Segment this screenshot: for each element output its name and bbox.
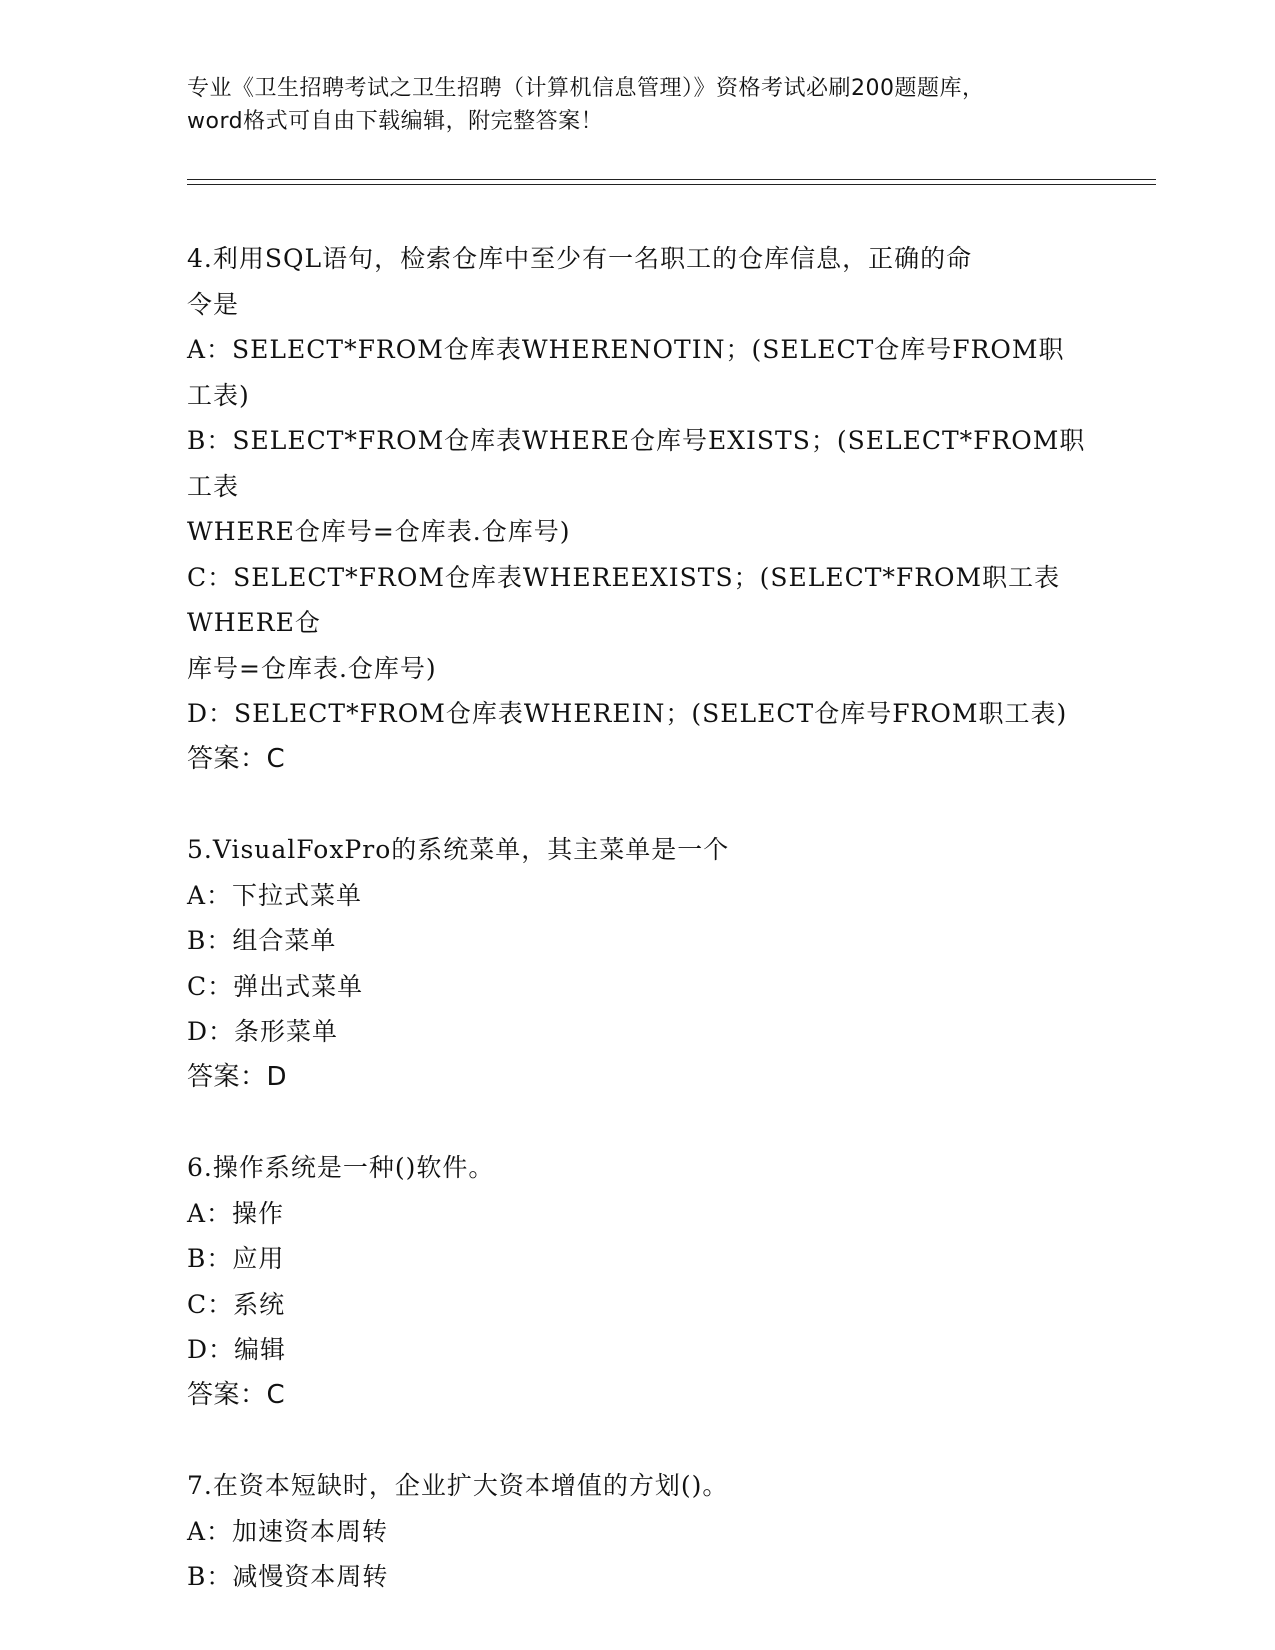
question-6-text: 6.操作系统是一种()软件。 — [187, 1153, 495, 1182]
question-list — [187, 236, 1087, 1645]
question-7-text: 7.在资本短缺时，企业扩大资本增值的方划()。 — [187, 1471, 729, 1500]
header-divider-bottom — [187, 184, 1156, 185]
question-5-text: 5.VisualFoxPro的系统菜单，其主菜单是一个 — [187, 835, 730, 864]
question-4-text-line-2: 令是 — [187, 289, 240, 319]
question-7 — [187, 1463, 1087, 1600]
question-6-answer: 答案：C — [187, 1379, 286, 1410]
question-4-option-d: D：SELECT*FROM仓库表WHEREIN；(SELECT仓库号FROM职工表) — [187, 699, 1068, 728]
question-6-option-b: B：应用 — [187, 1244, 285, 1273]
question-4-option-b-line-2: WHERE仓库号=仓库表.仓库号) — [187, 517, 571, 546]
question-5-option-d: D：条形菜单 — [187, 1017, 339, 1046]
question-6-option-d: D：编辑 — [187, 1335, 287, 1364]
question-4-answer: 答案：C — [187, 743, 286, 774]
header-divider-top — [187, 179, 1156, 180]
question-7-option-b: B：减慢资本周转 — [187, 1562, 389, 1591]
question-6-option-a: A：操作 — [187, 1198, 285, 1228]
question-4-option-a: A：SELECT*FROM仓库表WHERENOTIN；(SELECT仓库号FROM职工表) — [187, 335, 1065, 410]
question-7-option-a: A：加速资本周转 — [187, 1516, 389, 1546]
question-6 — [187, 1145, 1087, 1418]
document-header — [187, 72, 1087, 138]
question-4-option-c-line-2: 库号=仓库表.仓库号) — [187, 653, 437, 683]
question-5-option-b: B：组合菜单 — [187, 926, 337, 955]
question-4-text-line-1: 4.利用SQL语句，检索仓库中至少有一名职工的仓库信息，正确的命 — [187, 244, 973, 273]
question-5-option-c: C：弹出式菜单 — [187, 971, 364, 1001]
question-4 — [187, 236, 1087, 782]
question-5 — [187, 827, 1087, 1100]
header-title-line-2: word格式可自由下载编辑，附完整答案！ — [187, 109, 604, 134]
question-6-option-c: C：系统 — [187, 1289, 286, 1319]
question-4-option-b-line-1: B：SELECT*FROM仓库表WHERE仓库号EXISTS；(SELECT*FROM职工表 — [187, 426, 1086, 501]
header-title-line-1: 专业《卫生招聘考试之卫生招聘（计算机信息管理）》资格考试必刷200题题库， — [187, 76, 985, 101]
question-4-option-c-line-1: C：SELECT*FROM仓库表WHEREEXISTS；(SELECT*FROM职工表WHERE仓 — [187, 562, 1061, 637]
question-5-option-a: A：下拉式菜单 — [187, 880, 363, 910]
question-5-answer: 答案：D — [187, 1061, 288, 1092]
